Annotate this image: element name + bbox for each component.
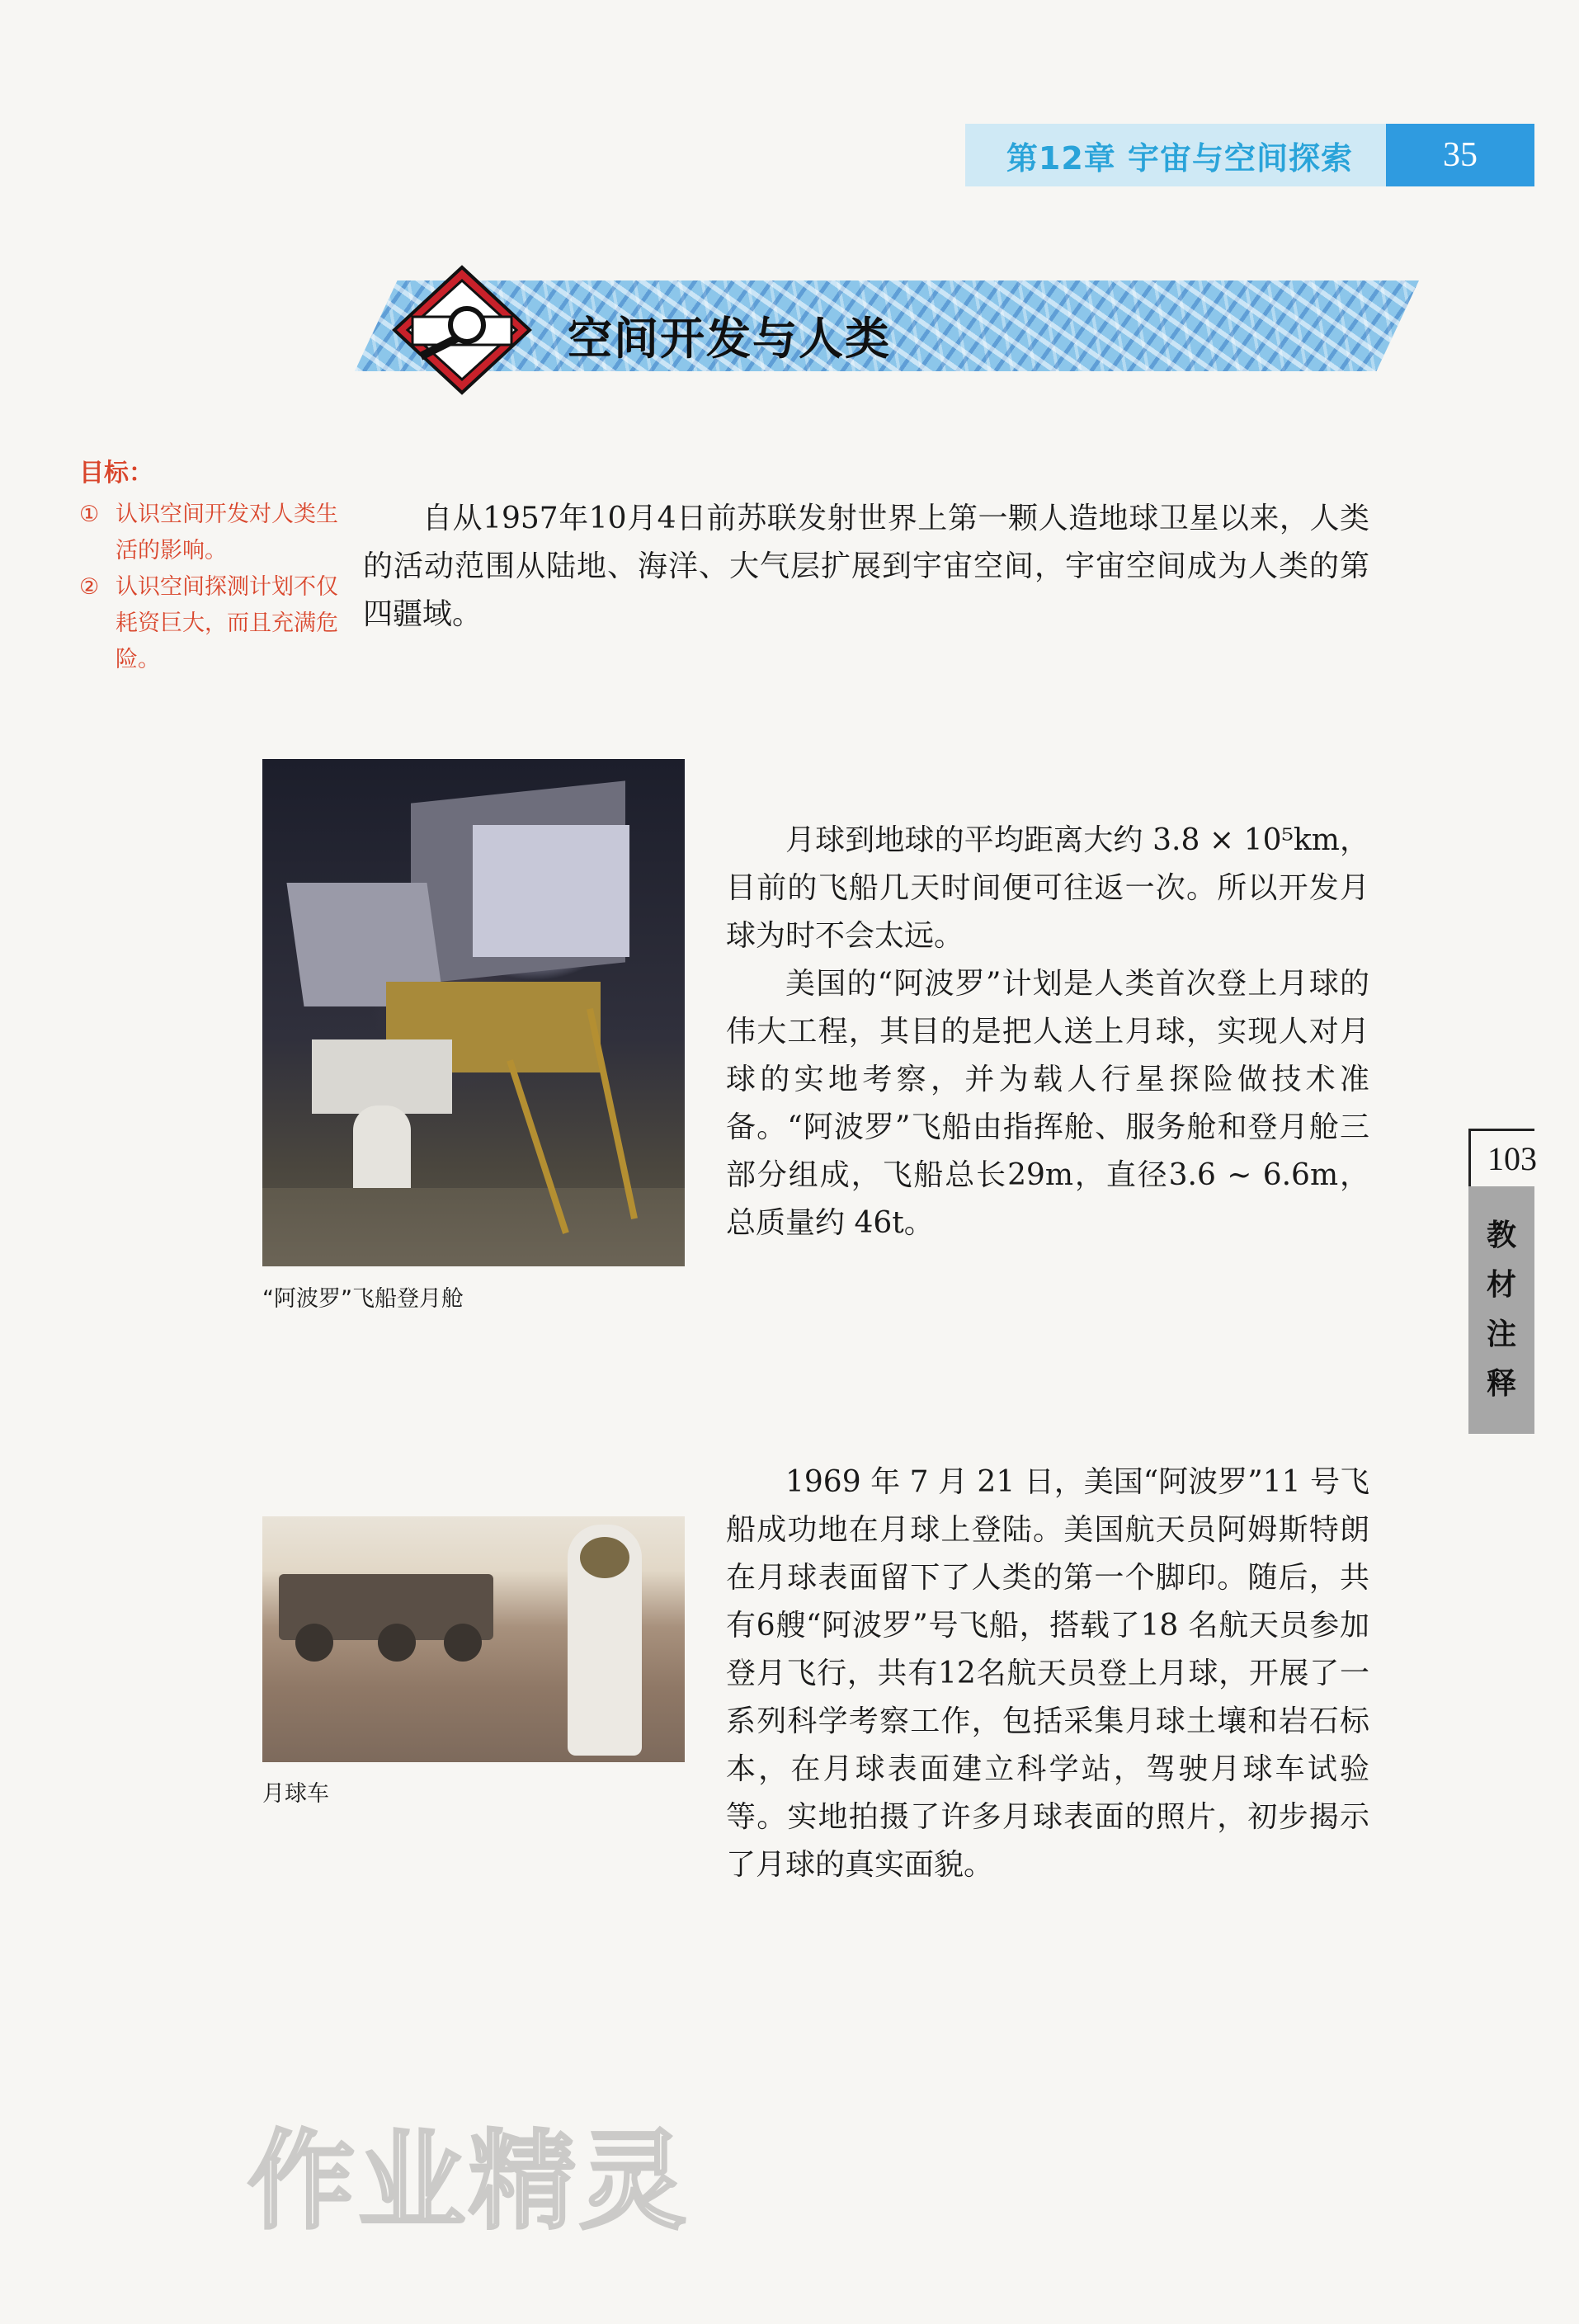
objective-number: ② bbox=[79, 574, 100, 600]
lunar-module-caption: “阿波罗”飞船登月舱 bbox=[262, 1286, 464, 1312]
side-tab-char: 释 bbox=[1486, 1367, 1516, 1401]
intro-text: 自从1957年10月4日前苏联发射世界上第一颗人造地球卫星以来，人类的活动范围从陆地、海洋、大气层扩展到宇宙空间，宇宙空间成为人类的第四疆域。 bbox=[363, 502, 1369, 631]
apollo-program-text: 美国的“阿波罗”计划是人类首次登上月球的伟大工程，其目的是把人送上月球，实现人对月球的实地考察，并为载人行星探险做技术准备。“阿波罗”飞船由指挥舱、服务舱和登月舱三部分组成，飞船总长29m，直径3.6 ~ 6.6m，总质量约 46t。 bbox=[726, 967, 1369, 1240]
objective-number: ① bbox=[79, 502, 100, 527]
magnifier-emblem-icon bbox=[388, 264, 536, 396]
objectives bbox=[79, 452, 343, 678]
side-tab-char: 注 bbox=[1486, 1318, 1516, 1351]
section-title: 空间开发与人类 bbox=[568, 313, 891, 365]
lunar-module-photo bbox=[262, 759, 685, 1266]
side-tab bbox=[1468, 1129, 1537, 1434]
side-tab-char: 教 bbox=[1486, 1219, 1516, 1252]
objective-item bbox=[79, 497, 343, 569]
objectives-title: 目标： bbox=[79, 459, 153, 488]
chapter-header bbox=[965, 124, 1534, 186]
objective-text: 认识空间开发对人类生活的影响。 bbox=[115, 502, 338, 563]
moon-distance-text: 月球到地球的平均距离大约 3.8 × 10⁵km，目前的飞船几天时间便可往返一次。所以开发月球为时不会太远。 bbox=[726, 823, 1369, 953]
landing-text: 1969 年 7 月 21 日，美国“阿波罗”11 号飞船成功地在月球上登陆。美国航天员阿姆斯特朗在月球表面留下了人类的第一个脚印。随后，共有6艘“阿波罗”号飞船，搭载了18 名航天员参加登月飞行，共有12名航天员登上月球，开展了一系列科学考察工作，包括采集月球土壤和岩石标本，在月球表面建立科学站，驾驶月球车试验等。实地拍摄了许多月球表面的照片，初步揭示了月球的真实面貌。 bbox=[726, 1465, 1369, 1882]
objective-text: 认识空间探测计划不仅耗资巨大，而且充满危险。 bbox=[115, 574, 338, 672]
side-tab-label bbox=[1468, 1186, 1534, 1434]
moon-paragraphs bbox=[726, 817, 1369, 1247]
side-tab-number: 103 bbox=[1468, 1129, 1534, 1186]
lunar-rover-photo bbox=[262, 1516, 685, 1762]
page-number: 35 bbox=[1386, 124, 1534, 186]
intro-paragraph bbox=[363, 495, 1369, 639]
side-tab-char: 材 bbox=[1486, 1268, 1516, 1302]
lunar-rover-caption: 月球车 bbox=[262, 1781, 329, 1807]
objective-item bbox=[79, 569, 343, 678]
landing-paragraph bbox=[726, 1459, 1369, 1889]
chapter-title: 第12章 宇宙与空间探索 bbox=[965, 124, 1386, 186]
watermark: 作业精灵 bbox=[247, 2119, 691, 2244]
